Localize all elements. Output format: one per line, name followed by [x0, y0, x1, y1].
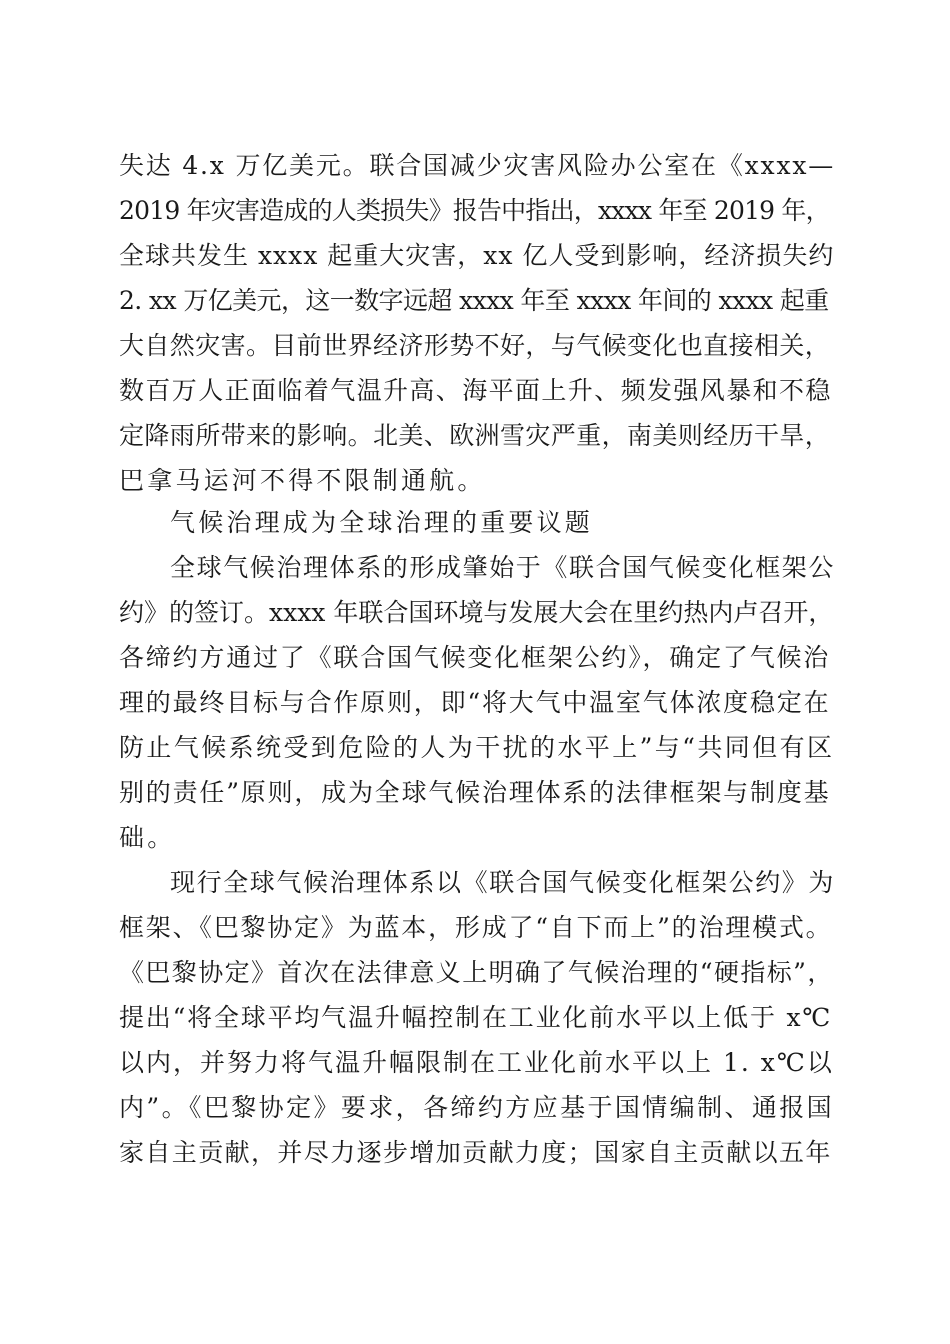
text-line: 框架、《巴黎协定》为蓝本，形成了“自下而上”的治理模式。 [119, 913, 833, 942]
text-line: 础。 [119, 823, 176, 852]
text-line: 全球共发生 xxxx 起重大灾害，xx 亿人受到影响，经济损失约 [119, 241, 835, 270]
text-line: 2019 年灾害造成的人类损失》报告中指出，xxxx 年至 2019 年， [119, 196, 830, 225]
section-heading: 气候治理成为全球治理的重要议题 [170, 508, 594, 537]
text-line: 家自主贡献，并尽力逐步增加贡献力度；国家自主贡献以五年 [119, 1138, 832, 1167]
text-line: 定降雨所带来的影响。北美、欧洲雪灾严重，南美则经历干旱， [119, 421, 831, 450]
text-line: 各缔约方通过了《联合国气候变化框架公约》，确定了气候治 [119, 643, 831, 672]
text-line: 巴拿马运河不得不限制通航。 [119, 466, 486, 495]
text-line: 内”。《巴黎协定》要求，各缔约方应基于国情编制、通报国 [119, 1093, 835, 1122]
text-line: 失达 4.x 万亿美元。联合国减少灾害风险办公室在《xxxx— [119, 151, 836, 180]
text-line: 现行全球气候治理体系以《联合国气候变化框架公约》为 [170, 868, 836, 897]
text-line: 2. xx 万亿美元，这一数字远超 xxxx 年至 xxxx 年间的 xxxx 起重 [119, 286, 829, 315]
text-line: 提出“将全球平均气温升幅控制在工业化前水平以上低于 x℃ [119, 1003, 833, 1032]
text-line: 约》的签订。xxxx 年联合国环境与发展大会在里约热内卢召开， [119, 598, 834, 627]
text-line: 以内，并努力将气温升幅限制在工业化前水平以上 1. x℃以 [119, 1048, 834, 1077]
text-line: 大自然灾害。目前世界经济形势不好，与气候变化也直接相关， [119, 331, 831, 360]
text-line: 《巴黎协定》首次在法律意义上明确了气候治理的“硬指标”， [119, 958, 834, 987]
text-line: 数百万人正面临着气温升高、海平面上升、频发强风暴和不稳 [119, 376, 832, 405]
text-line: 理的最终目标与合作原则，即“将大气中温室气体浓度稳定在 [119, 688, 831, 717]
text-line: 全球气候治理体系的形成肇始于《联合国气候变化框架公 [170, 553, 836, 582]
text-line: 防止气候系统受到危险的人为干扰的水平上”与“共同但有区 [119, 733, 835, 762]
text-line: 别的责任”原则，成为全球气候治理体系的法律框架与制度基 [119, 778, 831, 807]
